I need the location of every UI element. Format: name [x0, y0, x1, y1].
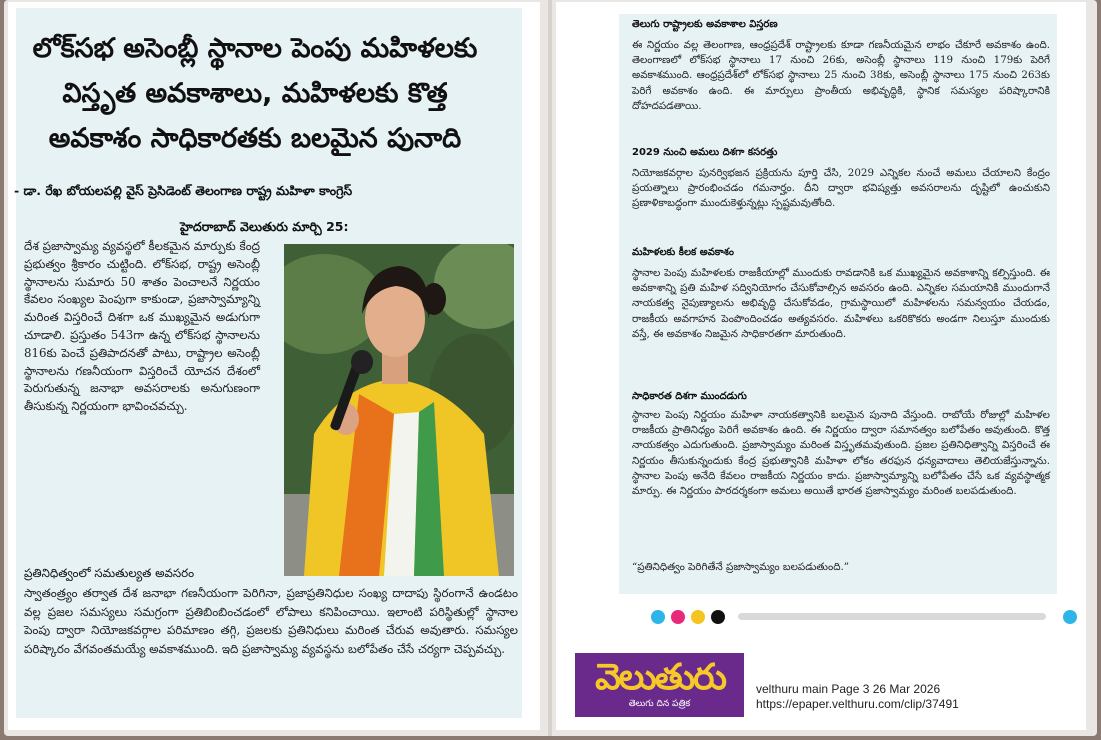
headline-line: లోక్‌సభ అసెంబ్లీ స్థానాల పెంపు మహిళలకు: [32, 33, 478, 64]
article-subhead: ప్రతినిధిత్వంలో సమతుల్యత అవసరం: [24, 566, 195, 580]
article-dateline: హైదరాబాద్ వెలుతురు మార్చి 25:: [180, 219, 349, 234]
newspaper-logo: [575, 653, 744, 717]
section-heading: తెలుగు రాష్ట్రాలకు అవకాశాల విస్తరణ: [632, 19, 778, 30]
headline-line: అవకాశం సాధికారతకు బలమైన పునాది: [48, 123, 462, 154]
headline-line: విస్తృత అవకాశాలు, మహిళలకు కొత్త: [62, 78, 448, 109]
gallery-dot[interactable]: [711, 610, 725, 624]
article-headline: [10, 26, 500, 161]
gallery-dot[interactable]: [671, 610, 685, 624]
article-column-text: దేశ ప్రజాస్వామ్య వ్యవస్థలో కీలకమైన మార్పుకు కేంద్ర ప్రభుత్వం శ్రీకారం చుట్టింది. లోక్‌సభ, రాష్ట్ర అసెంబ్లీ స్థానాలను సుమారు 50 శాతం పెంచాలనే నిర్ణయం కేవలం సంఖ్యల పెంపుగా కాకుండా, ప్రజాస్వామ్యాన్ని మరింత విస్తరించే దిశగా ఒక ముఖ్యమైన అడుగుగా చూడాలి. ప్రస్తుతం 543గా ఉన్న లోక్‌సభ స్థానాలను 816కు పెంచే ప్రతిపాదనతో పాటు, రాష్ట్రాల అసెంబ్లీ స్థానాలను గణనీయంగా విస్తరించే యోచన దేశంలో పెరుగుతున్న జనాభా అవసరాలకు అనుగుణంగా తీసుకున్న నిర్ణయంగా భావించవచ్చు.: [24, 239, 260, 414]
section-heading: మహిళలకు కీలక అవకాశం: [632, 247, 734, 258]
page-fold: [548, 0, 552, 736]
article-byline: - డా. రేఖ బోయలపల్లి వైస్ ప్రెసిడెంట్ తెలంగాణ రాష్ట్ర మహిళా కాంగ్రెస్: [14, 183, 353, 198]
article-photo: [284, 244, 514, 576]
section-text: స్థానాల పెంపు మహిళలకు రాజకీయాల్లో ముందుకు రావడానికి ఒక ముఖ్యమైన అవకాశాన్ని కల్పిస్తుంది. ఈ అవకాశాన్ని ప్రతి మహిళ సద్వినియోగం చేసుకోవాల్సిన అవసరం ఉంది. ఎన్నికల సమయానికి ముందుగానే నాయకత్వ నైపుణ్యాలను అభివృద్ధి చేసుకోవడం, గ్రామస్థాయిలో మహిళలను సమన్వయం చేయడం, రాజకీయ అవగాహన పెంపొందించడం అత్యవసరం. మహిళలు ఒకరికొకరు అండగా నిలుస్తూ ముందుకు వస్తే, ఈ అవకాశం నిజమైన సాధికారతగా మారుతుంది.: [632, 267, 1050, 340]
closing-quote: “ప్రతినిధిత్వం పెరిగితేనే ప్రజాస్వామ్యం బలపడుతుంది.”: [632, 561, 850, 573]
clip-line: velthuru main Page 3 26 Mar 2026: [756, 682, 941, 696]
gallery-scroll-track[interactable]: [738, 613, 1046, 620]
clip-url-link[interactable]: https://epaper.velthuru.com/clip/37491: [756, 697, 959, 711]
gallery-end-dot[interactable]: [1063, 610, 1077, 624]
section-text: ఈ నిర్ణయం వల్ల తెలంగాణ, ఆంధ్రప్రదేశ్ రాష్ట్రాలకు కూడా గణనీయమైన లాభం చేకూరే అవకాశం ఉంది. తెలంగాణలో లోక్‌సభ స్థానాలు 17 నుంచి 26కు, అసెంబ్లీ స్థానాలు 119 నుంచి 179కు పెరిగే అవకాశముంది. ఆంధ్రప్రదేశ్‌లో లోక్‌సభ స్థానాలు 25 నుంచి 38కు, అసెంబ్లీ స్థానాలు 175 నుంచి 263కు పెరిగే అవకాశం ఉంది. ఈ మార్పులు ప్రాంతీయ అభివృద్ధికి, స్థానిక సమస్యల పరిష్కారానికి దోహదపడతాయి.: [632, 39, 1050, 112]
gallery-dot[interactable]: [691, 610, 705, 624]
logo-tagline: తెలుగు దిన పత్రిక: [628, 699, 691, 709]
gallery-dot[interactable]: [651, 610, 665, 624]
article-wide-text: స్వాతంత్ర్యం తర్వాత దేశ జనాభా గణనీయంగా పెరిగినా, ప్రజాప్రతినిధుల సంఖ్య దాదాపు స్థిరంగానే ఉండటం వల్ల ప్రజల సమస్యలు సమగ్రంగా ప్రతిబింబించడంలో లోపాలు కనిపించాయి. ఇలాంటి పరిస్థితుల్లో స్థానాల పెంపు ద్వారా నియోజకవర్గాల పరిమాణం తగ్గి, ప్రజలకు ప్రతినిధులు మరింత చేరువ అవుతారు. సమస్యల పరిష్కారం వేగవంతమయ్యే అవకాశముంది. ఇది ప్రజాస్వామ్య వ్యవస్థను బలోపేతం చేసే చర్యగా చెప్పవచ్చు.: [24, 586, 518, 656]
clip-info: [756, 682, 959, 712]
section-text: నియోజకవర్గాల పునర్విభజన ప్రక్రియను పూర్తి చేసి, 2029 ఎన్నికల నుంచే అమలు చేయాలని కేంద్రం ప్రయత్నాలు ప్రారంభించడం గమనార్హం. దీని ద్వారా భవిష్యత్తు అవసరాలను దృష్టిలో ఉంచుకుని ప్రణాళికాబద్ధంగా ముందుకెళ్తున్నట్లు స్పష్టమవుతోంది.: [632, 167, 1050, 210]
section-text: స్థానాల పెంపు నిర్ణయం మహిళా నాయకత్వానికి బలమైన పునాది వేస్తుంది. రాబోయే రోజుల్లో మహిళల రాజకీయ ప్రాతినిధ్యం పెరిగే అవకాశం ఉంది. ఈ నిర్ణయం ద్వారా సమానత్వం బలోపేతం అవుతుంది. కొత్త నాయకత్వం ఎదుగుతుంది. ప్రజాస్వామ్యం మరింత విస్తృతమవుతుంది. ప్రజల ప్రతినిధిత్వాన్ని విస్తరించే ఈ నిర్ణయం తీసుకున్నందుకు కేంద్ర ప్రభుత్వానికి మహిళా లోకం తరఫున ధన్యవాదాలు తెలియజేస్తున్నాను. స్థానాల పెంపు అనేది కేవలం రాజకీయ నిర్ణయం కాదు. ప్రజాస్వామ్యాన్ని బలోపేతం చేసే ఒక వ్యవస్థాత్మక మార్పు. ఈ నిర్ణయం పారదర్శకంగా అమలు అయితే భారత ప్రజాస్వామ్యం మరింత బలపడుతుంది.: [632, 409, 1050, 498]
section-heading: 2029 నుంచి అమలు దిశగా కసరత్తు: [632, 147, 778, 158]
portrait-illustration: [284, 244, 514, 576]
logo-wordmark: వెలుతురు: [595, 657, 725, 698]
section-heading: సాధికారత దిశగా ముందడుగు: [632, 391, 747, 402]
